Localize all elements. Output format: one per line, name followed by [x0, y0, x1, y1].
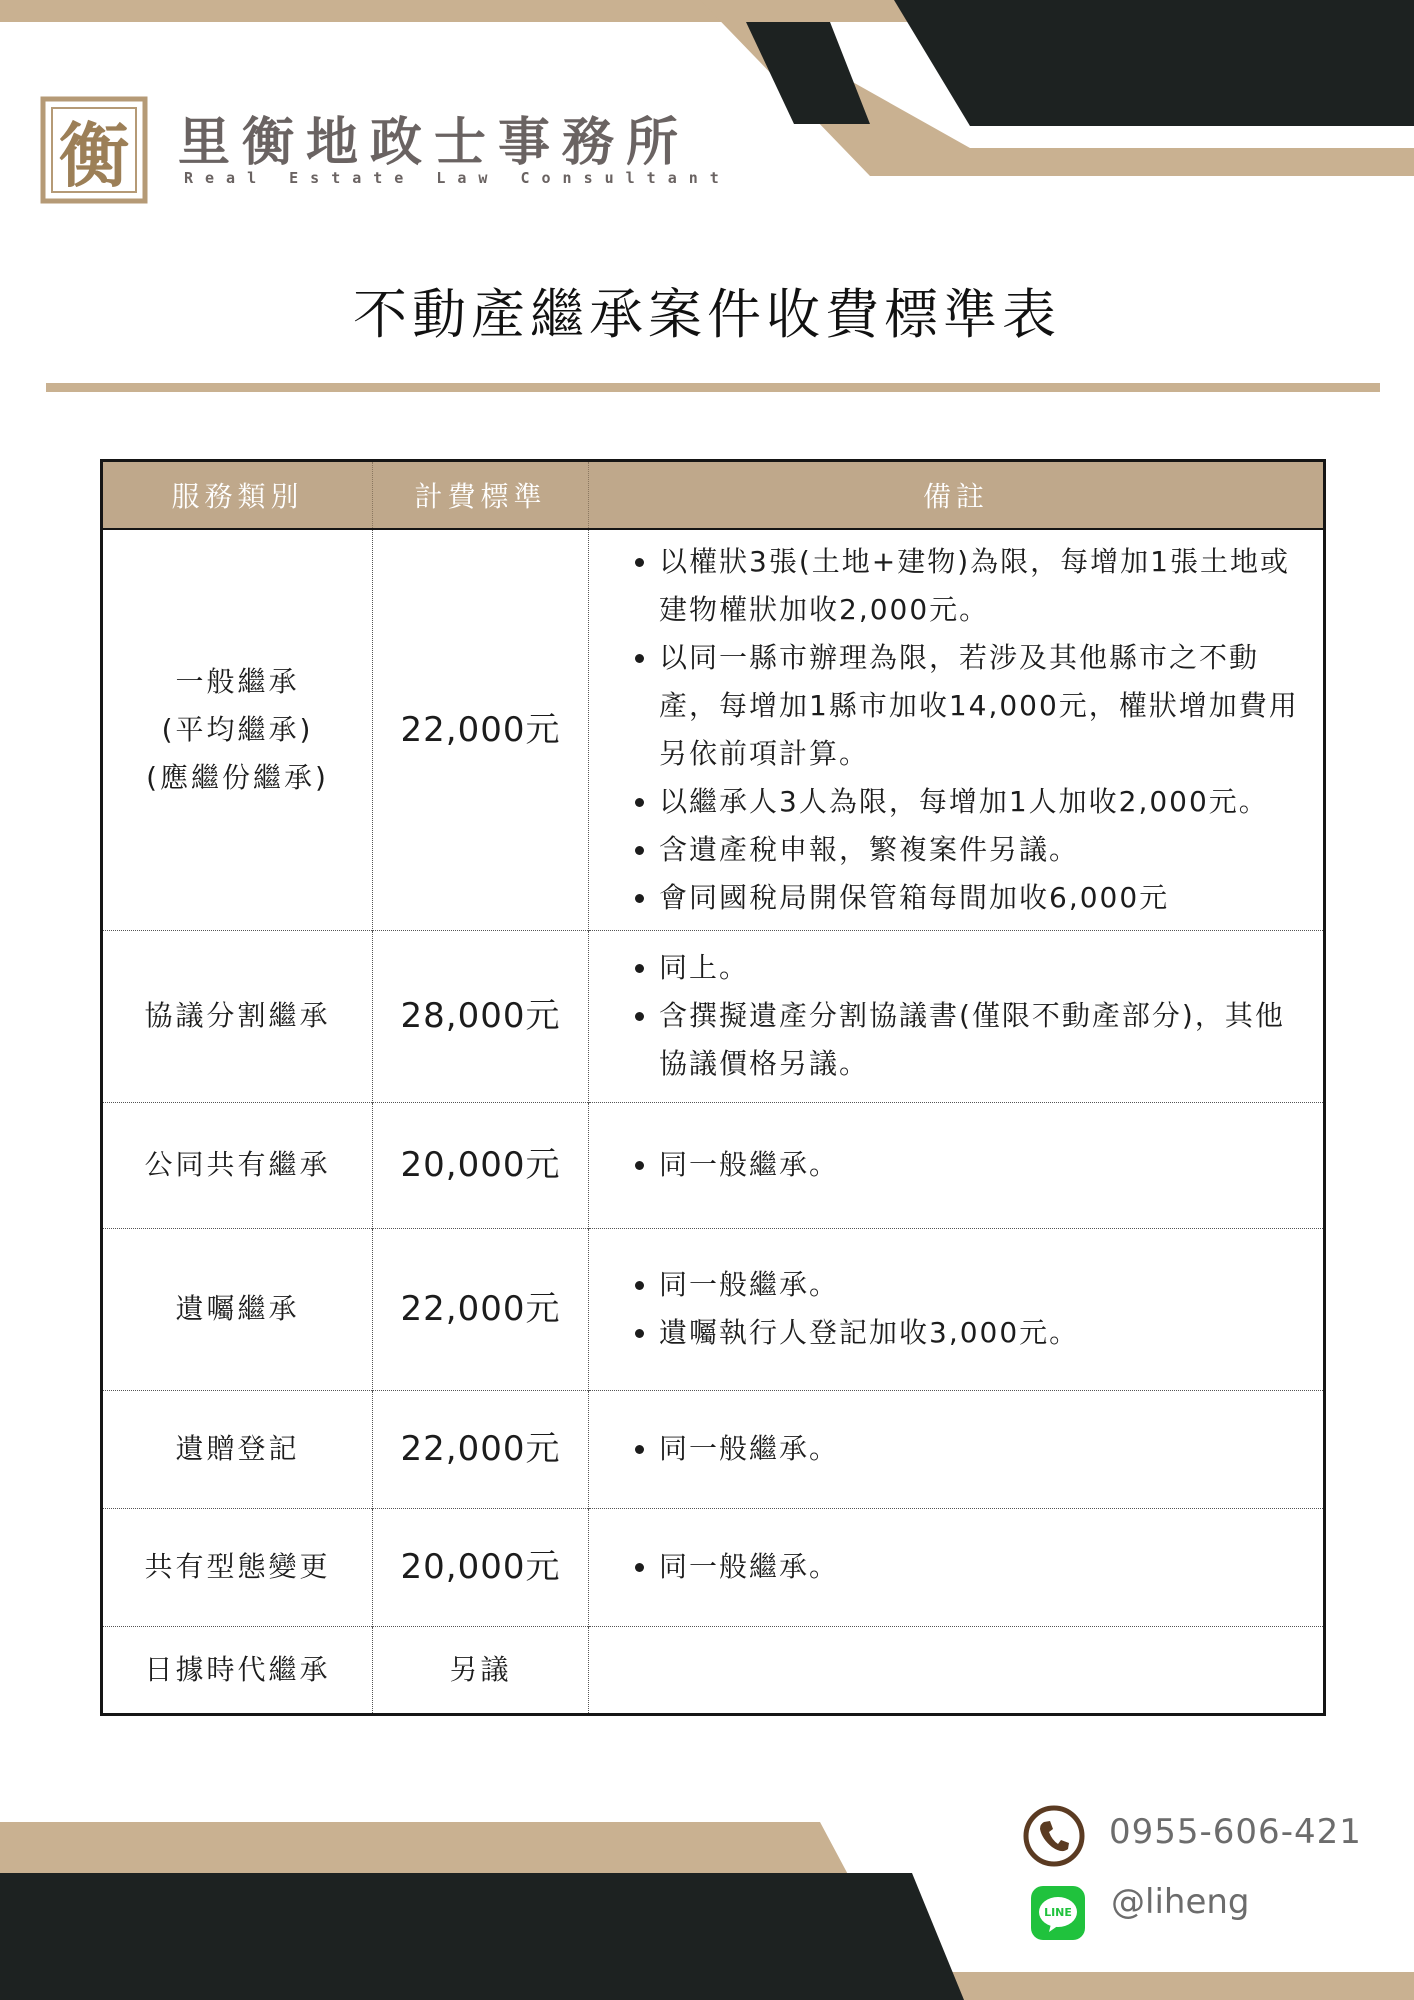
fee-amount: 20,000元 — [373, 1102, 589, 1228]
logo-seal-glyph: 衡 — [59, 114, 129, 197]
remark-item: • 以繼承人3人為限，每增加1人加收2,000元。 — [659, 778, 1313, 826]
service-category — [102, 1390, 373, 1508]
remark-item: • 同上。 — [659, 944, 1313, 992]
fee-amount: 28,000元 — [373, 930, 589, 1102]
remarks-list — [589, 1261, 1313, 1357]
remarks-cell — [589, 1390, 1325, 1508]
remark-item: • 同一般繼承。 — [659, 1141, 1313, 1189]
line-icon-label: LINE — [1044, 1906, 1072, 1919]
remarks-list — [589, 1543, 1313, 1591]
remark-item: • 同一般繼承。 — [659, 1543, 1313, 1591]
table-row — [102, 1390, 1325, 1508]
remarks-cell — [589, 1626, 1325, 1714]
service-category — [102, 1228, 373, 1390]
remark-item: • 同一般繼承。 — [659, 1261, 1313, 1309]
phone-number[interactable]: 0955-606-421 — [1109, 1812, 1362, 1852]
table-row — [102, 1102, 1325, 1228]
category-line: 共有型態變更 — [144, 1550, 331, 1583]
service-category — [102, 1102, 373, 1228]
remarks-list — [589, 1141, 1313, 1189]
service-category — [102, 1626, 373, 1714]
phone-icon — [1022, 1804, 1086, 1868]
table-row — [102, 1626, 1325, 1714]
top-dark-block — [894, 0, 1414, 126]
fee-amount: 22,000元 — [373, 529, 589, 930]
table-row — [102, 1228, 1325, 1390]
category-line: 公同共有繼承 — [144, 1148, 331, 1181]
line-app-icon — [1031, 1886, 1085, 1940]
remarks-cell — [589, 930, 1325, 1102]
bottom-dark-band — [0, 1873, 964, 2000]
line-id[interactable]: @liheng — [1111, 1882, 1250, 1922]
remarks-cell — [589, 529, 1325, 930]
remarks-list — [589, 944, 1313, 1088]
service-category — [102, 930, 373, 1102]
category-line: 日據時代繼承 — [144, 1652, 331, 1686]
fee-amount: 20,000元 — [373, 1508, 589, 1626]
remark-item: • 同一般繼承。 — [659, 1425, 1313, 1473]
table-row — [102, 529, 1325, 930]
remarks-list — [589, 538, 1313, 922]
remark-item: • 含遺產稅申報，繁複案件另議。 — [659, 826, 1313, 874]
category-line: (應繼份繼承) — [146, 760, 329, 794]
title-divider — [46, 383, 1380, 392]
header-remarks: 備註 — [589, 461, 1325, 530]
category-line: (平均繼承) — [161, 712, 314, 746]
brand-name-english: Real Estate Law Consultant — [184, 169, 731, 187]
remarks-cell — [589, 1102, 1325, 1228]
category-line: 遺囑繼承 — [175, 1292, 300, 1325]
header-service-category: 服務類別 — [102, 461, 373, 530]
remark-item: • 含撰擬遺產分割協議書(僅限不動產部分)，其他協議價格另議。 — [659, 992, 1313, 1088]
table-row — [102, 1508, 1325, 1626]
fee-amount: 22,000元 — [373, 1390, 589, 1508]
fee-amount: 另議 — [373, 1626, 589, 1714]
header-fee-standard: 計費標準 — [373, 461, 589, 530]
remark-item: • 以權狀3張(土地+建物)為限，每增加1張土地或建物權狀加收2,000元。 — [659, 538, 1313, 634]
table-row — [102, 930, 1325, 1102]
fee-amount: 22,000元 — [373, 1228, 589, 1390]
page-title: 不動產繼承案件收費標準表 — [353, 283, 1061, 346]
fee-schedule-table — [100, 459, 1326, 1716]
remark-item: • 會同國稅局開保管箱每間加收6,000元 — [659, 874, 1313, 922]
logo-seal-icon — [40, 96, 148, 204]
category-line: 一般繼承 — [175, 664, 300, 698]
remark-item: • 遺囑執行人登記加收3,000元。 — [659, 1309, 1313, 1357]
brand-name-chinese: 里衡地政士事務所 — [178, 112, 691, 173]
category-line: 協議分割繼承 — [144, 999, 331, 1032]
category-line: 遺贈登記 — [175, 1432, 300, 1465]
table-header-row — [102, 461, 1325, 530]
remarks-list — [589, 1425, 1313, 1473]
service-category — [102, 1508, 373, 1626]
remarks-cell — [589, 1508, 1325, 1626]
remark-item: • 以同一縣市辦理為限，若涉及其他縣市之不動產，每增加1縣市加收14,000元，權狀增加費用另依前項計算。 — [659, 634, 1313, 778]
service-category — [102, 529, 373, 930]
remarks-cell — [589, 1228, 1325, 1390]
